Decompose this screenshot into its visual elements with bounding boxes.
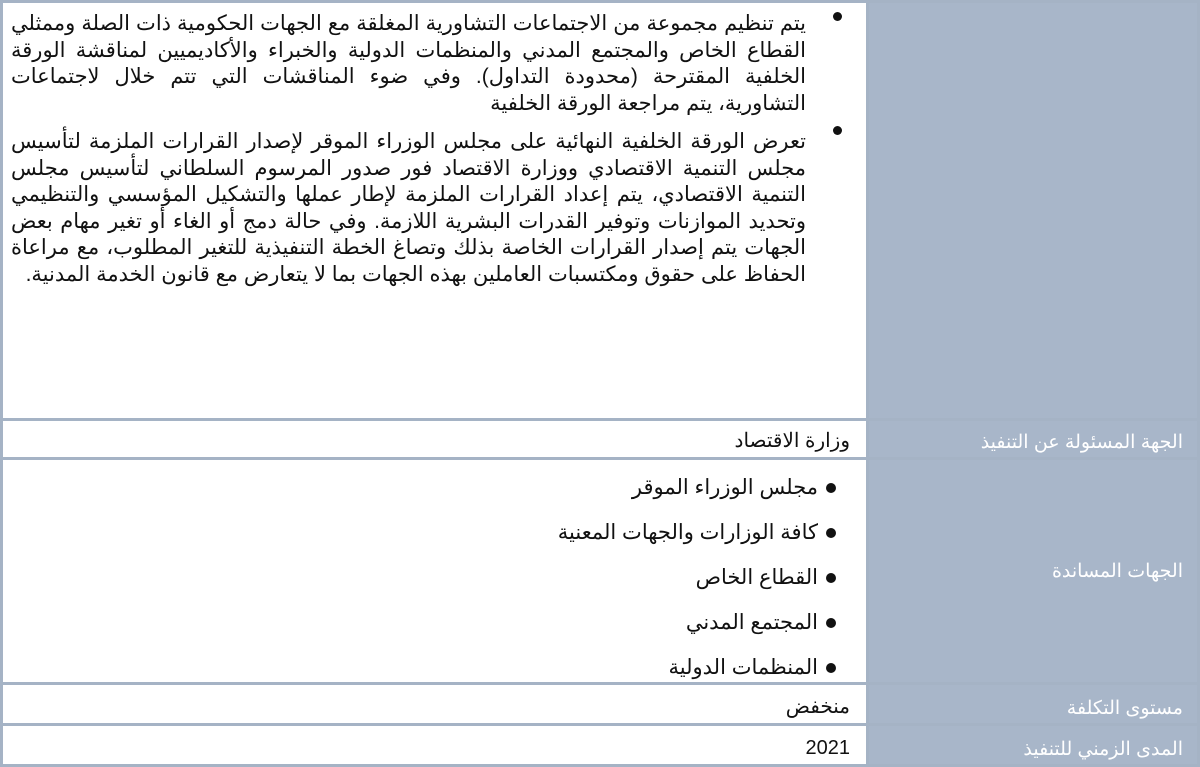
responsible-value: وزارة الاقتصاد	[2, 420, 868, 459]
supporting-list	[11, 460, 850, 682]
list-item: القطاع الخاص	[11, 564, 836, 592]
bullet-icon	[826, 483, 836, 493]
bullet-icon	[826, 618, 836, 628]
responsible-row	[2, 420, 1199, 459]
list-item: مجلس الوزراء الموقر	[11, 474, 836, 502]
cost-row	[2, 684, 1199, 725]
timeframe-label: المدى الزمني للتنفيذ	[868, 725, 1199, 766]
description-cell	[2, 2, 868, 420]
supporting-cell	[2, 459, 868, 684]
cost-value: منخفض	[2, 684, 868, 725]
cost-label: مستوى التكلفة	[868, 684, 1199, 725]
bullet-icon	[833, 126, 842, 135]
list-item: المجتمع المدني	[11, 609, 836, 637]
timeframe-row	[2, 725, 1199, 766]
list-item: يتم تنظيم مجموعة من الاجتماعات التشاورية المغلقة مع الجهات الحكومية ذات الصلة وممثلي القطاع الخاص والمجتمع المدني والمنظمات الدولية والخبراء والأكاديميين لمناقشة الورقة الخلفية المقترحة (محدودة التداول). وفي ضوء المناقشات التي تتم خلال لاجتماعات التشاورية، يتم مراجعة الورقة الخلفية	[11, 3, 806, 117]
responsible-label: الجهة المسئولة عن التنفيذ	[868, 420, 1199, 459]
bullet-icon	[826, 663, 836, 673]
timeframe-value: 2021	[2, 725, 868, 766]
supporting-row	[2, 459, 1199, 684]
bullet-icon	[826, 573, 836, 583]
supporting-label: الجهات المساندة	[868, 459, 1199, 684]
list-item: كافة الوزارات والجهات المعنية	[11, 519, 836, 547]
bullet-icon	[833, 12, 842, 21]
description-label-cell	[868, 2, 1199, 420]
list-item: تعرض الورقة الخلفية النهائية على مجلس الوزراء الموقر لإصدار القرارات الملزمة لتأسيس مجلس التنمية الاقتصادي ووزارة الاقتصاد فور صدور المرسوم السلطاني لتأسيس مجلس التنمية الاقتصادي، يتم إعداد القرارات الملزمة لإطار عملها والتشكيل المؤسسي والتنظيمي وتحديد الموازنات وتوفير القدرات البشرية اللازمة. وفي حالة دمج أو الغاء أو تغير مهام بعض الجهات يتم إصدار القرارات الخاصة بذلك وتصاغ الخطة التنفيذية للتغير المطلوب، مع مراعاة الحفاظ على حقوق ومكتسبات العاملين بهذه الجهات بما لا يتعارض مع قانون الخدمة المدنية.	[11, 117, 806, 288]
description-list	[11, 3, 806, 288]
bullet-icon	[826, 528, 836, 538]
description-row	[2, 2, 1199, 420]
list-item: المنظمات الدولية	[11, 654, 836, 682]
